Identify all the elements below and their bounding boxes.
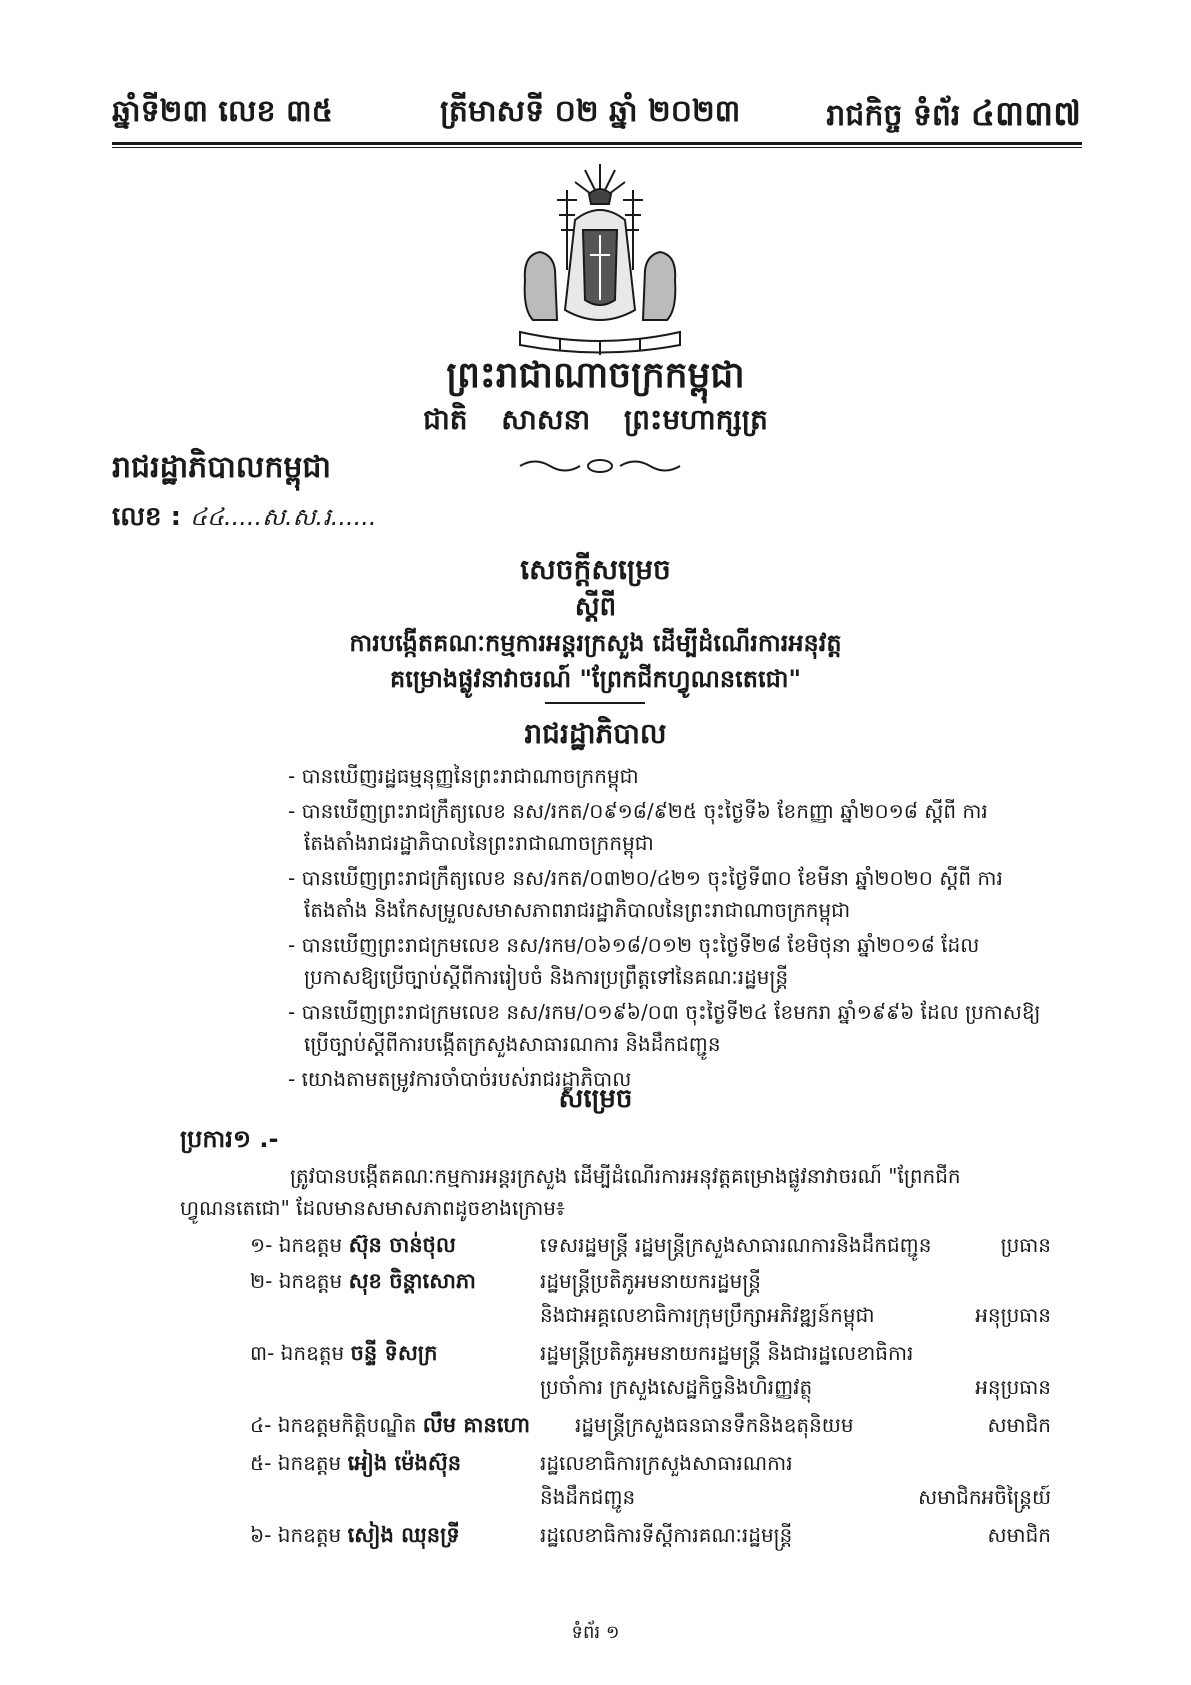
member-name: ស៊ុន ចាន់ថុល bbox=[348, 1233, 456, 1257]
preamble-item: - បានឃើញព្រះរាជក្រឹត្យលេខ នស/រកត/០៣២០/៤២១ ចុះថ្ងៃទី៣០ ខែមីនា ឆ្នាំ២០២០ ស្តីពី ការតែងតាំង និងកែសម្រួលសមាសភាពរាជរដ្ឋាភិបាលនៃព្រះរាជាណាចក្រកម្ពុជា bbox=[288, 866, 1003, 922]
member-position: ទេសរដ្ឋមន្ត្រី រដ្ឋមន្ត្រីក្រសួងសាធារណការនិងដឹកជញ្ជូន bbox=[540, 1233, 932, 1257]
reference-label: លេខ : bbox=[112, 502, 181, 532]
member-position: រដ្ឋមន្ត្រីប្រតិភូអមនាយករដ្ឋមន្ត្រី bbox=[540, 1269, 761, 1293]
authority-heading: រាជរដ្ឋាភិបាល bbox=[524, 717, 667, 750]
member-prefix: ឯកឧត្តម bbox=[280, 1341, 345, 1365]
preamble-item: - បានឃើញព្រះរាជក្រមលេខ នស/រកម/០១៩៦/០៣ ចុះថ្ងៃទី២៤ ខែមករា ឆ្នាំ១៩៩៦ ដែល ប្រកាសឱ្យប្រើច្បាប់ស្តីពីការបង្កើតក្រសួងសាធារណការ និងដឹកជញ្ជូន bbox=[288, 1000, 1041, 1056]
kingdom-title: ព្រះរាជាណាចក្រកម្ពុជា bbox=[446, 355, 745, 396]
member-position-cont: និងដឹកជញ្ជូន bbox=[540, 1485, 636, 1509]
title-rule bbox=[545, 702, 645, 704]
reference-value: ៤៤.....ស.ស.រ bbox=[190, 503, 331, 531]
article-body: ត្រូវបានបង្កើតគណៈកម្មការអន្តរក្រសួង ដើម្បីដំណើរការអនុវត្តគម្រោងផ្លូវនាវាចរណ៍ "ព្រែកជីក ហ្វូណនតេជោ" ដែលមានសមាសភាពដូចខាងក្រោម៖ bbox=[180, 1164, 961, 1220]
member-name: សៀង ឈុនទ្រី bbox=[347, 1523, 460, 1547]
member-row bbox=[250, 1408, 530, 1442]
member-name: សុខ ចិន្តាសោភា bbox=[348, 1269, 476, 1293]
member-row bbox=[250, 1264, 476, 1298]
page-number-footer: ទំព័រ ១ bbox=[571, 1622, 620, 1643]
ornament-divider-icon bbox=[515, 455, 685, 477]
member-name: ចន្ទី ទិសក្រ bbox=[350, 1341, 438, 1365]
member-position: រដ្ឋមន្ត្រីក្រសួងធនធានទឹកនិងឧតុនិយម bbox=[575, 1413, 854, 1437]
preamble-item: - បានឃើញព្រះរាជក្រឹត្យលេខ នស/រកត/០៩១៨/៩២៥ ចុះថ្ងៃទី៦ ខែកញ្ញា ឆ្នាំ២០១៨ ស្តីពី ការតែងតាំងរាជរដ្ឋាភិបាលនៃព្រះរាជាណាចក្រកម្ពុជា bbox=[288, 799, 988, 855]
preamble-item: - បានឃើញរដ្ឋធម្មនុញ្ញនៃព្រះរាជាណាចក្រកម្ពុជា bbox=[288, 764, 639, 788]
gazette-page bbox=[826, 92, 1081, 142]
member-position: រដ្ឋលេខាធិការទីស្តីការគណៈរដ្ឋមន្ត្រី bbox=[540, 1523, 793, 1547]
member-role: សមាជិកអចិន្ត្រៃយ៍ bbox=[918, 1485, 1051, 1509]
decision-heading: សម្រេច bbox=[558, 1084, 633, 1114]
member-prefix: ឯកឧត្តម bbox=[277, 1523, 342, 1547]
member-position: រដ្ឋលេខាធិការក្រសួងសាធារណការ bbox=[540, 1451, 793, 1475]
member-role: សមាជិក bbox=[987, 1523, 1051, 1547]
member-position-cont: ប្រចាំការ ក្រសួងសេដ្ឋកិច្ចនិងហិរញ្ញវត្ថុ bbox=[540, 1375, 813, 1399]
member-position: រដ្ឋមន្ត្រីប្រតិភូអមនាយករដ្ឋមន្ត្រី និងជារដ្ឋលេខាធិការ bbox=[540, 1341, 914, 1365]
member-name: លឹម គានហោ bbox=[422, 1413, 531, 1437]
gazette-page-number: ៤៣៣៧ bbox=[970, 94, 1081, 134]
member-prefix: ឯកឧត្តម bbox=[278, 1269, 343, 1293]
preamble-item: - បានឃើញព្រះរាជក្រមលេខ នស/រកម/០៦១៨/០១២ ចុះថ្ងៃទី២៨ ខែមិថុនា ឆ្នាំ២០១៨ ដែលប្រកាសឱ្យប្រើច្បាប់ស្តីពីការរៀបចំ និងការប្រព្រឹត្តទៅនៃគណៈរដ្ឋមន្ត្រី bbox=[288, 933, 980, 989]
royal-coat-of-arms-icon bbox=[505, 160, 695, 360]
member-role: អនុប្រធាន bbox=[975, 1303, 1051, 1327]
article-label: ប្រការ១ .- bbox=[180, 1125, 279, 1153]
gazette-issue: ឆ្នាំទី២៣ លេខ ៣៥ bbox=[112, 94, 333, 129]
preamble bbox=[288, 760, 1048, 1098]
member-number: ១- bbox=[250, 1233, 273, 1257]
member-position-cont: និងជាអគ្គលេខាធិការក្រុមប្រឹក្សាអភិវឌ្ឍន៍កម្ពុជា bbox=[540, 1303, 875, 1327]
national-motto: ជាតិ សាសនា ព្រះមហាក្សត្រ bbox=[423, 403, 768, 436]
member-number: ២- bbox=[250, 1269, 273, 1293]
member-number: ៥- bbox=[250, 1451, 272, 1475]
document-type: សេចក្តីសម្រេច bbox=[520, 553, 671, 586]
member-number: ៦- bbox=[250, 1523, 272, 1547]
document-title-line2: គម្រោងផ្លូវនាវាចរណ៍ "ព្រែកជីកហ្វូណនតេជោ" bbox=[390, 665, 801, 693]
member-number: ៣- bbox=[250, 1341, 275, 1365]
member-prefix: ឯកឧត្តម bbox=[277, 1451, 342, 1475]
gazette-page-prefix: រាជកិច្ច ទំព័រ bbox=[826, 98, 961, 133]
header-rule bbox=[112, 142, 1082, 148]
member-prefix: ឯកឧត្តម bbox=[278, 1233, 343, 1257]
member-number: ៤- bbox=[250, 1413, 272, 1437]
reference-dots: ...... bbox=[330, 503, 377, 531]
member-row bbox=[250, 1446, 461, 1480]
member-row bbox=[250, 1336, 437, 1370]
document-about: ស្តីពី bbox=[574, 592, 617, 622]
member-role: ប្រធាន bbox=[1000, 1233, 1051, 1257]
reference-number bbox=[112, 500, 377, 538]
document-title-line1: ការបង្កើតគណៈកម្មការអន្តរក្រសួង ដើម្បីដំណើរការអនុវត្ត bbox=[349, 629, 842, 657]
preamble-item: - យោងតាមតម្រូវការចាំបាច់របស់រាជរដ្ឋាភិបាល bbox=[288, 1067, 632, 1091]
member-row bbox=[250, 1518, 460, 1552]
member-prefix: ឯកឧត្តមកិត្តិបណ្ឌិត bbox=[277, 1413, 417, 1437]
gazette-quarter: ត្រីមាសទី ០២ ឆ្នាំ ២០២៣ bbox=[440, 94, 741, 129]
issuing-authority: រាជរដ្ឋាភិបាលកម្ពុជា bbox=[112, 450, 331, 485]
member-row bbox=[250, 1228, 456, 1262]
member-role: សមាជិក bbox=[987, 1413, 1051, 1437]
member-role: អនុប្រធាន bbox=[975, 1375, 1051, 1399]
member-name: អៀង ម៉េងស៊ុន bbox=[347, 1451, 462, 1475]
